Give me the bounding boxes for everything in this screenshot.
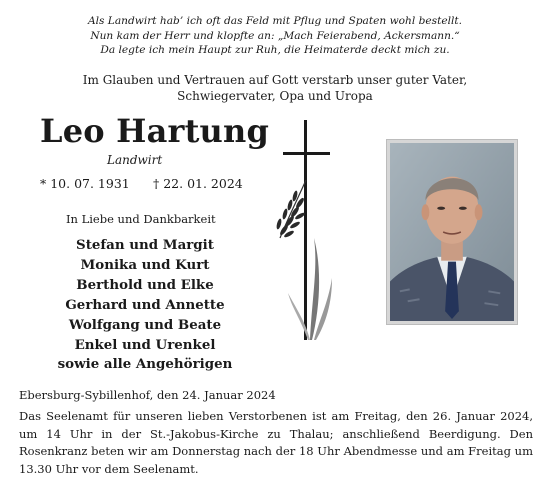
service-details: Das Seelenamt für unseren lieben Verstorbenen ist am Freitag, den 26. Januar 2024, um 14 Uhr in der St.-Jakobus-Kirche zu Thalau; anschließend Beerdigung. Den Rosenkranz beten wir am Donnerstag nach der 18 Uhr Abendmesse und am Freitag um 13.30 Uhr vor dem Seelenamt. — [19, 409, 533, 476]
mourner-line: Stefan und Margit — [76, 237, 214, 253]
cross-with-wheat-icon — [270, 118, 350, 344]
poem — [0, 14, 550, 58]
intro-line-1: Im Glauben und Vertrauen auf Gott verstarb unser guter Vater, — [82, 73, 468, 87]
death-date: † 22. 01. 2024 — [153, 176, 243, 191]
deceased-occupation: Landwirt — [107, 153, 163, 167]
mourner-line: sowie alle Angehörigen — [57, 356, 233, 373]
mourner-line: Gerhard und Annette — [65, 296, 225, 313]
place-and-date: Ebersburg-Sybillenhof, den 24. Januar 2024 — [19, 388, 276, 402]
mourner-line: Monika und Kurt — [80, 256, 210, 273]
mourner-line: Berthold und Elke — [76, 276, 214, 293]
mourner-line: Wolfgang und Beate — [68, 316, 222, 333]
deceased-name: Leo Hartung — [40, 112, 270, 150]
poem-line-1: Als Landwirt hab’ ich oft das Feld mit Pflug und Spaten wohl bestellt. — [87, 15, 463, 27]
poem-line-3: Da legte ich mein Haupt zur Ruh, die Heimaterde deckt mich zu. — [100, 44, 450, 56]
birth-date: * 10. 07. 1931 — [40, 176, 130, 191]
intro-line-2: Schwiegervater, Opa und Uropa — [177, 89, 373, 103]
portrait-photo — [386, 139, 518, 325]
poem-line-2: Nun kam der Herr und klopfte an: „Mach Feierabend, Ackersmann.“ — [90, 29, 460, 42]
mourners-intro: In Liebe und Dankbarkeit — [66, 212, 216, 226]
portrait-photo-image — [390, 143, 514, 321]
death-announcement-intro — [0, 72, 550, 104]
mourners-list — [40, 236, 250, 375]
mourner-line: Enkel und Urenkel — [74, 336, 216, 353]
